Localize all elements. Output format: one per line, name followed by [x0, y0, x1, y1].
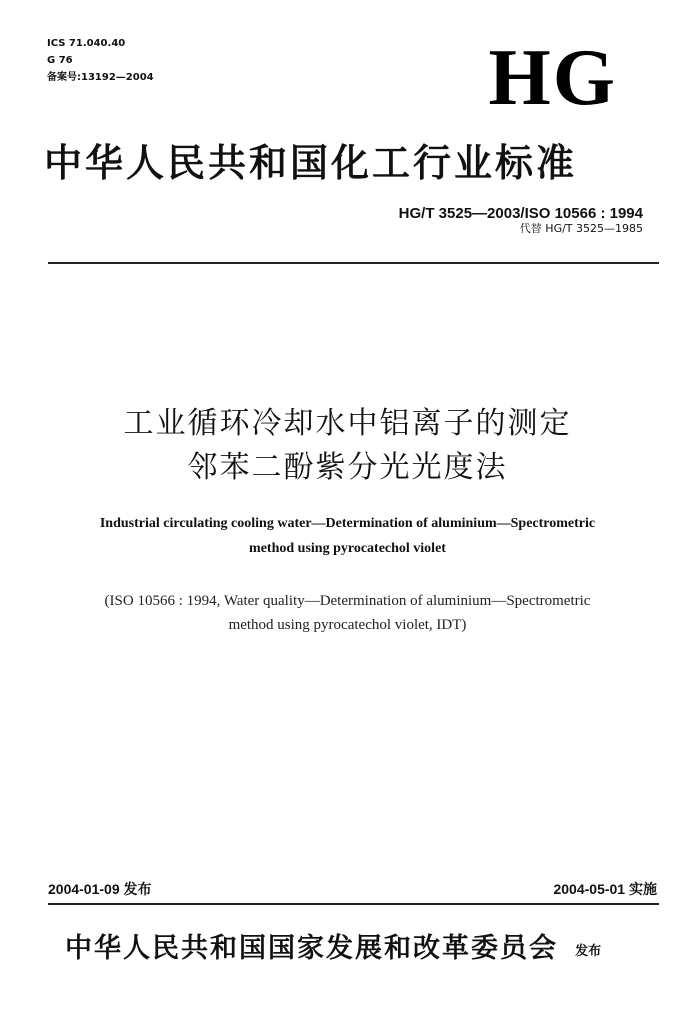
issue-date: 2004-01-09 发布	[48, 881, 152, 897]
footer-divider	[48, 903, 659, 905]
implementation-date: 2004-05-01 实施	[553, 881, 657, 897]
replaces-note: 代替 HG/T 3525—1985	[519, 222, 643, 235]
issuer-row	[65, 933, 601, 965]
iso-reference-line1: (ISO 10566 : 1994, Water quality—Determination of aluminium—Spectrometric	[104, 593, 591, 609]
ics-code: ICS 71.040.40	[47, 38, 126, 49]
standard-number: HG/T 3525—2003/ISO 10566 : 1994	[398, 205, 643, 222]
ccs-code: G 76	[47, 55, 73, 66]
filing-number: 备案号:13192—2004	[47, 72, 154, 83]
title-en-line2: method using pyrocatechol violet	[249, 541, 446, 556]
hg-logo: HG	[488, 34, 617, 122]
issuer-name: 中华人民共和国国家发展和改革委员会	[65, 933, 558, 964]
title-cn-line1: 工业循环冷却水中铝离子的测定	[123, 406, 572, 441]
title-en-line1: Industrial circulating cooling water—Determination of aluminium—Spectrometric	[99, 516, 596, 531]
issuer-label: 发布	[575, 943, 602, 959]
category-title: 中华人民共和国化工行业标准	[44, 140, 578, 185]
header-divider	[48, 262, 659, 264]
iso-reference-line2: method using pyrocatechol violet, IDT)	[228, 617, 467, 633]
standard-metadata	[47, 35, 154, 86]
title-cn-line2: 邻苯二酚紫分光光度法	[187, 450, 508, 485]
